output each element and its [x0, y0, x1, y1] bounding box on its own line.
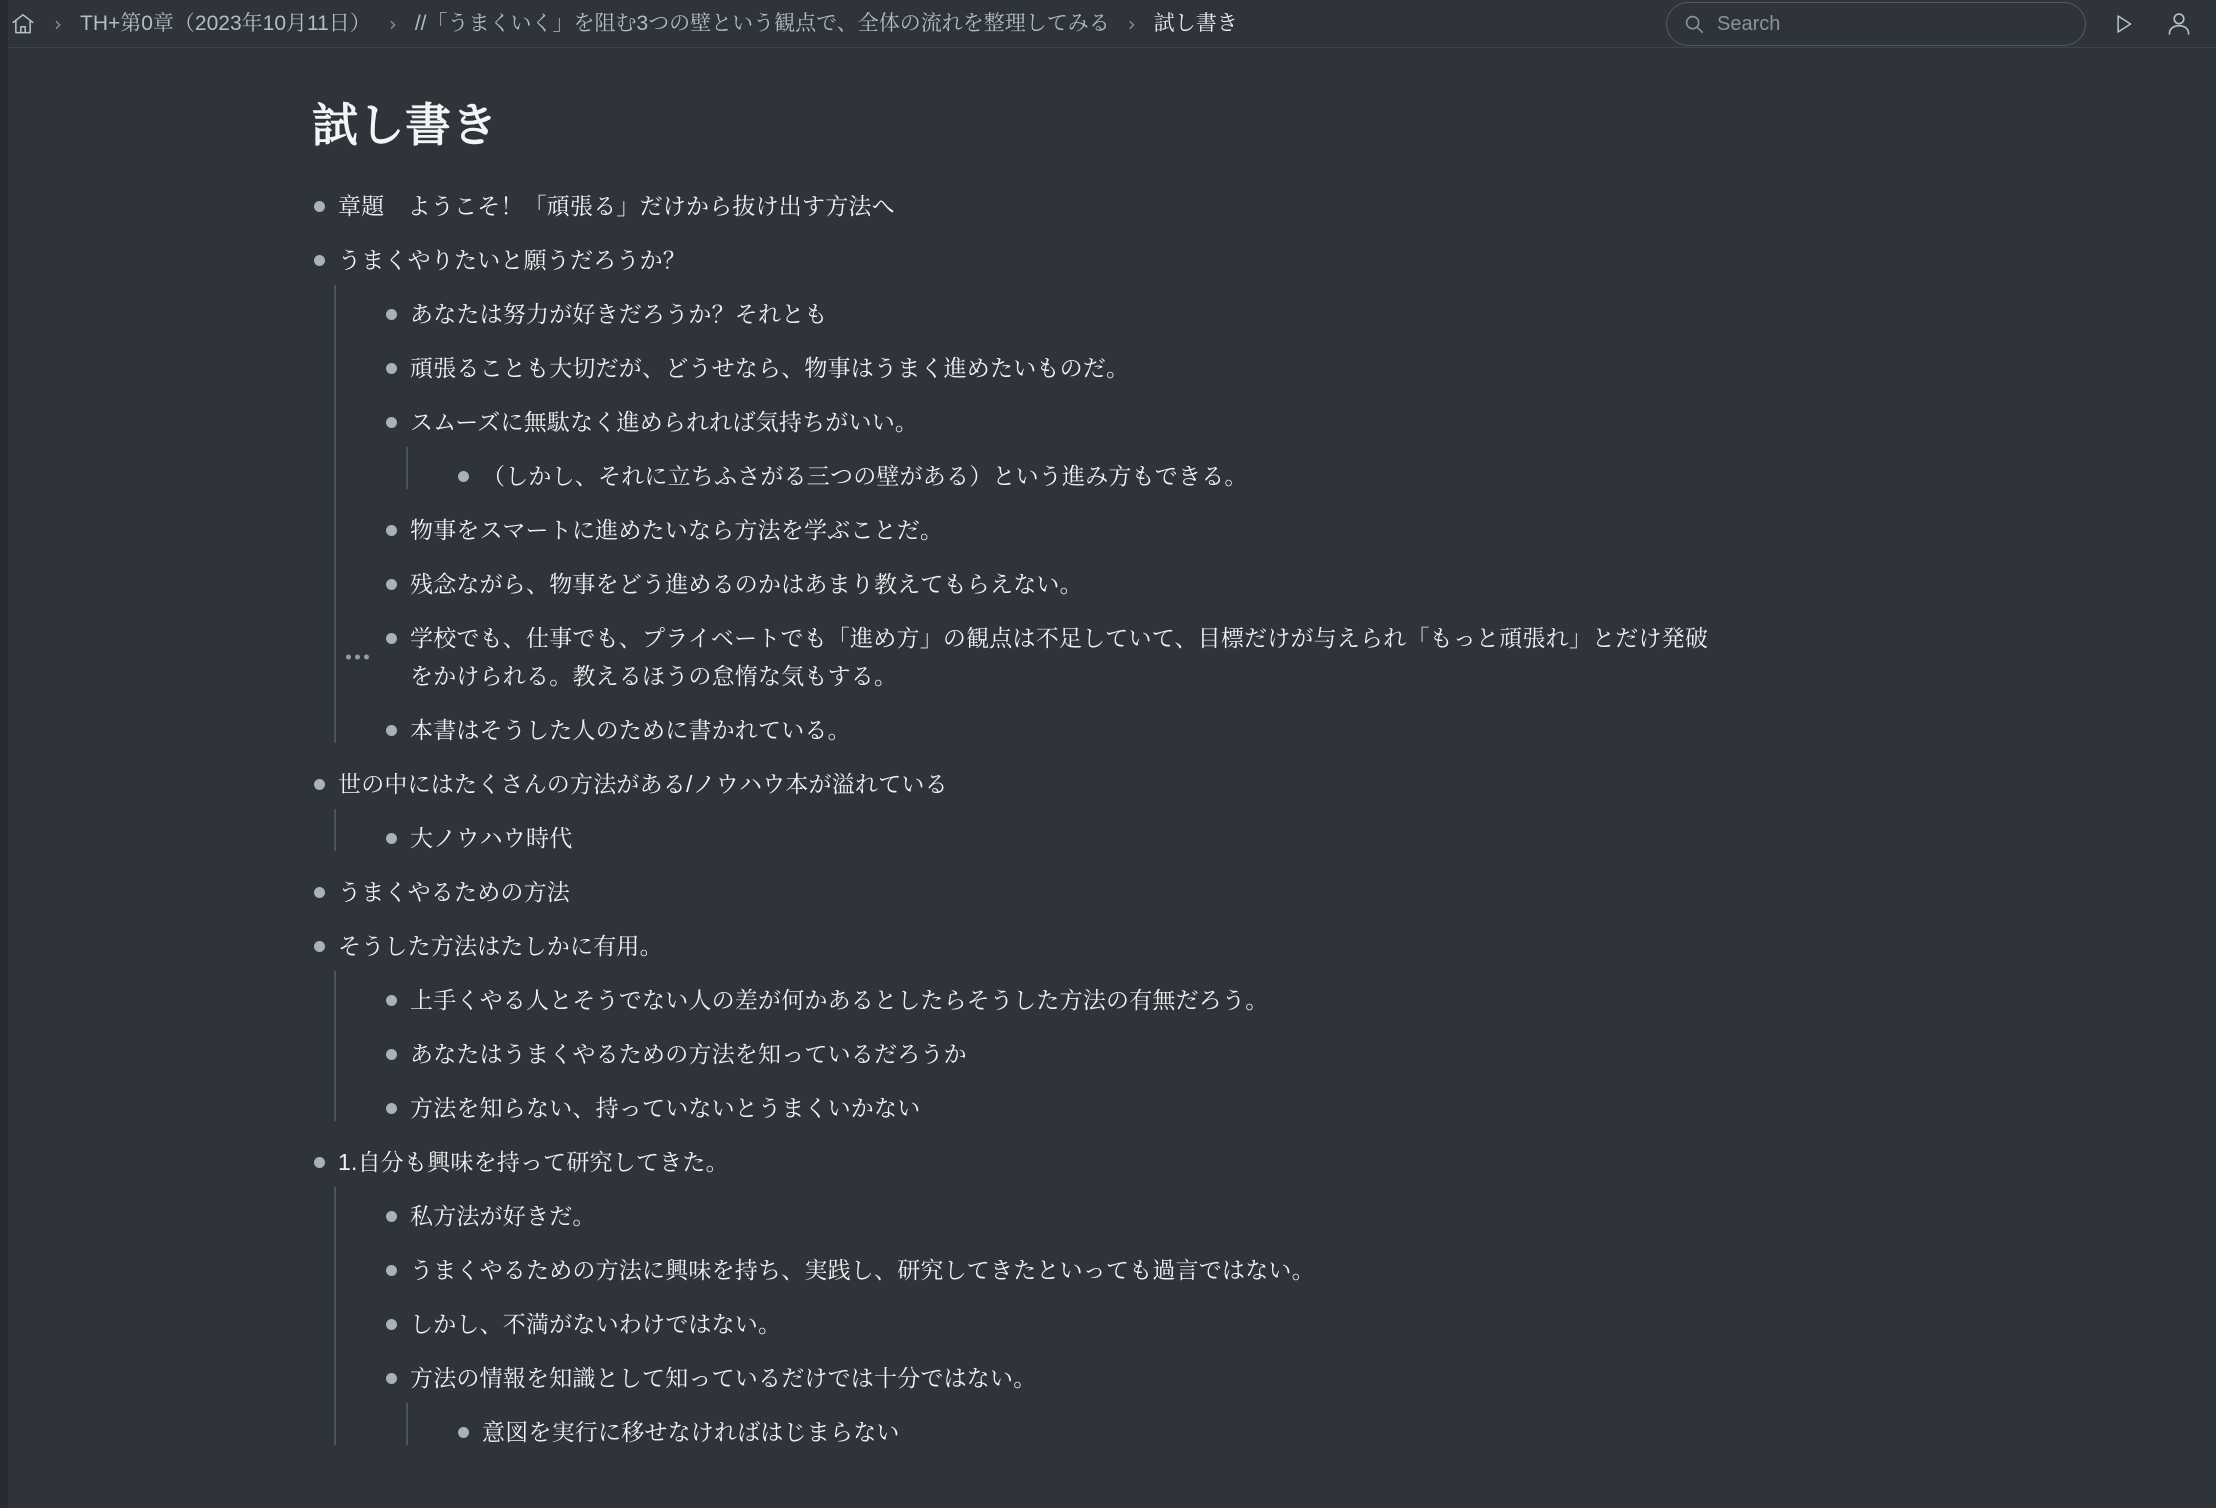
- bullet-icon[interactable]: [308, 927, 330, 965]
- outline-item: [380, 557, 2216, 611]
- outline-item: [452, 449, 2216, 503]
- bullet-icon[interactable]: [452, 1413, 474, 1451]
- outline-item-text[interactable]: 残念ながら、物事をどう進めるのかはあまり教えてもらえない。: [410, 571, 1083, 598]
- bullet-icon[interactable]: [452, 457, 474, 495]
- search-box[interactable]: [1666, 2, 2086, 46]
- bullet-icon[interactable]: [380, 619, 402, 657]
- bullet-icon[interactable]: [380, 1305, 402, 1343]
- page-title: 試し書き: [312, 99, 498, 151]
- outline-item-text[interactable]: うまくやるための方法: [338, 879, 570, 906]
- outline-sublist: [334, 1189, 2216, 1459]
- bullet-icon[interactable]: [380, 1035, 402, 1073]
- outline-item-text[interactable]: うまくやるための方法に興味を持ち、実践し、研究してきたといっても過言ではない。: [410, 1257, 1315, 1284]
- outline-item-text[interactable]: 私方法が好きだ。: [410, 1203, 596, 1230]
- bullet-icon[interactable]: [380, 711, 402, 749]
- outline-item-text[interactable]: 頑張ることも大切だが、どうせなら、物事はうまく進めたいものだ。: [410, 355, 1130, 382]
- outline-item: [380, 1189, 2216, 1243]
- bullet-icon[interactable]: [308, 1143, 330, 1181]
- person-icon[interactable]: [2160, 5, 2198, 43]
- outline-item: [380, 1297, 2216, 1351]
- outline-item: [380, 811, 2216, 865]
- top-bar: [0, 0, 2216, 48]
- outline-item: [308, 233, 2216, 287]
- outline-item: [380, 1027, 2216, 1081]
- outline-item-hovered: [380, 611, 2216, 703]
- outline-item: [380, 503, 2216, 557]
- outline-item-text[interactable]: 世の中にはたくさんの方法がある/ノウハウ本が溢れている: [338, 771, 948, 798]
- breadcrumb-item-1[interactable]: //「うまくいく」を阻む3つの壁という観点で、全体の流れを整理してみる: [414, 12, 1110, 35]
- bullet-icon[interactable]: [380, 565, 402, 603]
- outline-item-text[interactable]: スムーズに無駄なく進められれば気持ちがいい。: [410, 409, 919, 436]
- breadcrumb-item-0[interactable]: TH+第0章（2023年10月11日）: [80, 12, 371, 35]
- outline-item: [380, 341, 2216, 395]
- outline-sublist: [334, 811, 2216, 865]
- outline-item-text[interactable]: あなたはうまくやるための方法を知っているだろうか: [410, 1041, 967, 1068]
- outline-item-text[interactable]: うまくやりたいと願うだろうか？: [338, 247, 686, 274]
- left-rail: [0, 0, 8, 1508]
- outline-item: [308, 757, 2216, 811]
- search-input[interactable]: [1717, 13, 2069, 36]
- outline-sublist: [334, 287, 2216, 757]
- bullet-icon[interactable]: [380, 1251, 402, 1289]
- outline-item: [308, 865, 2216, 919]
- outline-item-text[interactable]: そうした方法はたしかに有用。: [338, 933, 663, 960]
- header-actions: [1666, 2, 2198, 46]
- search-icon: [1683, 13, 1705, 35]
- outline-sublist: [334, 973, 2216, 1135]
- play-icon[interactable]: [2104, 5, 2142, 43]
- outline-item: [452, 1405, 2216, 1459]
- outline-item: [380, 287, 2216, 341]
- bullet-icon[interactable]: [380, 349, 402, 387]
- document: [8, 48, 2216, 1459]
- bullet-icon[interactable]: [380, 1359, 402, 1397]
- bullet-icon[interactable]: [380, 511, 402, 549]
- outline-item: [380, 973, 2216, 1027]
- breadcrumb-separator-2: ›: [1127, 12, 1136, 36]
- outline-item-text[interactable]: 方法の情報を知識として知っているだけでは十分ではない。: [410, 1365, 1037, 1392]
- bullet-icon[interactable]: [380, 403, 402, 441]
- outline-item-text[interactable]: 学校でも、仕事でも、プライベートでも「進め方」の観点は不足していて、目標だけが与えられ「もっと頑張れ」とだけ発破をかけられる。教えるほうの怠惰な気もする。: [410, 625, 1709, 690]
- breadcrumb-separator-1: ›: [388, 12, 397, 36]
- outline-item-text[interactable]: （しかし、それに立ちふさがる三つの壁がある）という進み方もできる。: [482, 463, 1248, 490]
- outline-root: [308, 179, 2216, 1459]
- outline-item-text[interactable]: 大ノウハウ時代: [410, 825, 573, 852]
- drag-handle-icon[interactable]: [346, 655, 369, 660]
- outline-item: [380, 1243, 2216, 1297]
- outline-sublist: [406, 449, 2216, 503]
- breadcrumb-separator-0: ›: [54, 12, 62, 36]
- outline-item-text[interactable]: 章題 ようこそ！「頑張る」だけから抜け出す方法へ: [338, 193, 895, 220]
- outline-sublist: [406, 1405, 2216, 1459]
- outline-item-text[interactable]: しかし、不満がないわけではない。: [410, 1311, 782, 1338]
- outline-item-text[interactable]: 本書はそうした人のために書かれている。: [410, 717, 851, 744]
- bullet-icon[interactable]: [308, 873, 330, 911]
- outline-item-text[interactable]: 物事をスマートに進めたいなら方法を学ぶことだ。: [410, 517, 944, 544]
- home-icon[interactable]: [8, 9, 38, 39]
- outline-item-text[interactable]: あなたは努力が好きだろうか？それとも: [410, 301, 828, 328]
- outline-item: [380, 1081, 2216, 1135]
- outline-item: [380, 703, 2216, 757]
- bullet-icon[interactable]: [380, 819, 402, 857]
- outline-item-text[interactable]: 方法を知らない、持っていないとうまくいかない: [410, 1095, 921, 1122]
- bullet-icon[interactable]: [308, 187, 330, 225]
- breadcrumb-item-2[interactable]: 試し書き: [1153, 12, 1238, 35]
- bullet-icon[interactable]: [308, 241, 330, 279]
- outline-item: [380, 395, 2216, 449]
- bullet-icon[interactable]: [380, 981, 402, 1019]
- breadcrumb: [38, 0, 1652, 48]
- bullet-icon[interactable]: [380, 295, 402, 333]
- outline-item-text[interactable]: 意図を実行に移せなければはじまらない: [482, 1419, 900, 1446]
- outline-item-text[interactable]: 上手くやる人とそうでない人の差が何かあるとしたらそうした方法の有無だろう。: [410, 987, 1269, 1014]
- document-scroll-area[interactable]: [0, 48, 2216, 1508]
- outline-item-text[interactable]: 1.自分も興味を持って研究してきた。: [338, 1149, 729, 1176]
- outline-item: [308, 919, 2216, 973]
- bullet-icon[interactable]: [380, 1089, 402, 1127]
- bullet-icon[interactable]: [308, 765, 330, 803]
- outline-item: [308, 1135, 2216, 1189]
- outline-item: [380, 1351, 2216, 1405]
- outline-item: [308, 179, 2216, 233]
- bullet-icon[interactable]: [380, 1197, 402, 1235]
